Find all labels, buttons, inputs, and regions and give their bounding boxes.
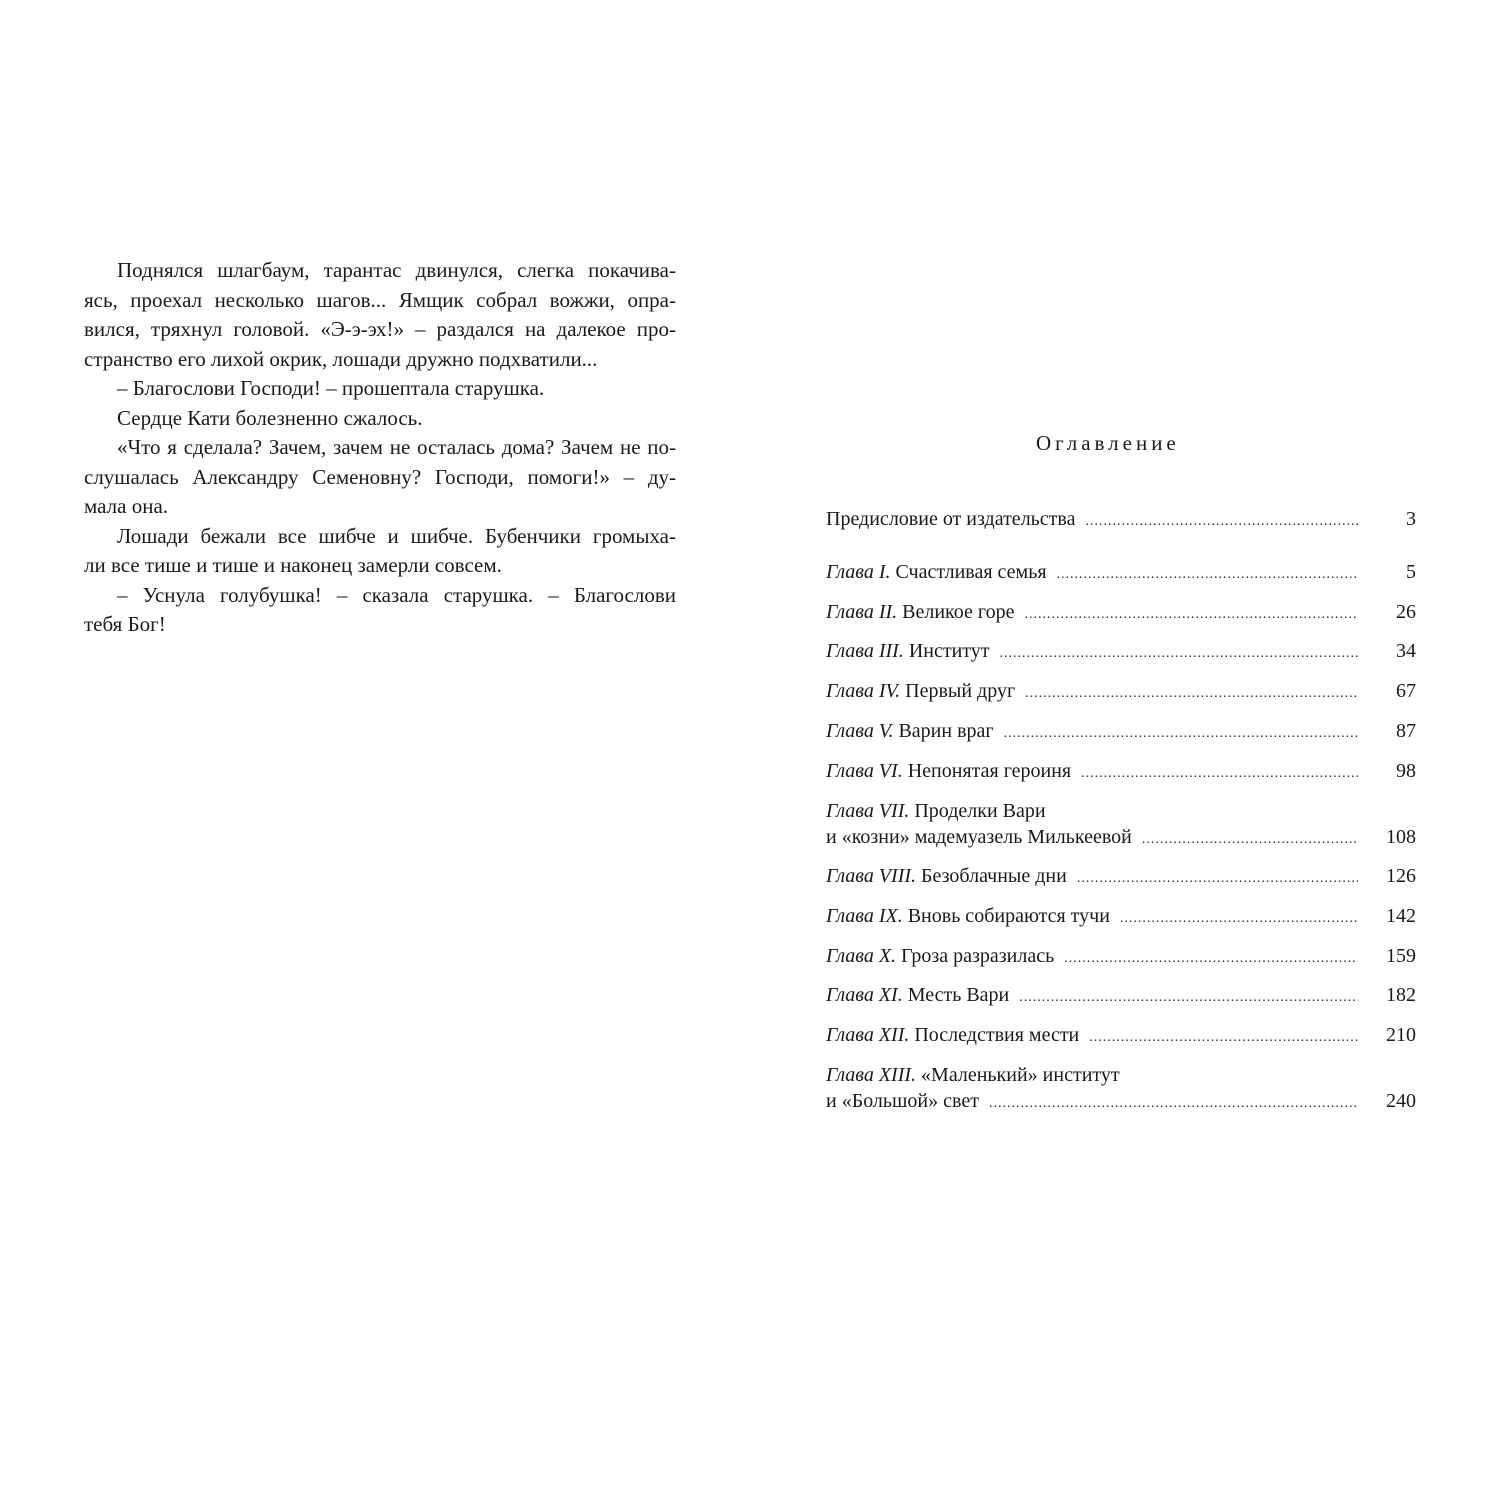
chapter-title: Гроза разразилась — [901, 945, 1055, 967]
leader-dots — [989, 1091, 1358, 1117]
toc-entry[interactable] — [826, 718, 1416, 747]
toc-entry[interactable] — [826, 943, 1416, 972]
chapter-prefix: Глава IV. — [826, 680, 901, 702]
page-number: 142 — [1386, 905, 1416, 927]
chapter-prefix: Глава II. — [826, 601, 898, 623]
leader-dots — [1085, 509, 1358, 535]
leader-dots — [1024, 602, 1358, 628]
leader-dots — [1000, 641, 1359, 667]
text-line: Лошади бежали все шибче и шибче. Бубенчики громыха- — [117, 523, 676, 548]
chapter-title: Вновь собираются тучи — [907, 905, 1110, 927]
chapter-title: Проделки Вари — [914, 800, 1046, 822]
text-line: – Благослови Господи! – прошептала старушка. — [117, 376, 545, 400]
leader-dots — [1142, 827, 1358, 853]
page-number: 108 — [1386, 826, 1416, 848]
leader-dots — [1019, 985, 1358, 1011]
toc-entry[interactable] — [826, 678, 1416, 707]
toc-entry[interactable] — [826, 599, 1416, 628]
toc-entry[interactable] — [826, 506, 1416, 535]
chapter-title: Последствия мести — [914, 1024, 1080, 1046]
toc-entry[interactable] — [826, 638, 1416, 667]
toc-title: Оглавление — [1036, 431, 1180, 455]
toc-entry[interactable] — [826, 903, 1416, 932]
page-number: 98 — [1396, 760, 1416, 782]
page-number: 159 — [1386, 945, 1416, 967]
chapter-prefix: Глава VI. — [826, 760, 903, 782]
page-number: 34 — [1396, 640, 1416, 662]
leader-dots — [1081, 761, 1358, 787]
text-line: слушалась Александру Семеновну? Господи, помоги!» – ду- — [84, 464, 676, 489]
text-line: ясь, проехал несколько шагов... Ямщик собрал вожжи, опра- — [84, 287, 676, 312]
page-number: 210 — [1386, 1024, 1416, 1046]
chapter-title: Варин враг — [898, 720, 994, 742]
toc-entry[interactable] — [826, 1062, 1416, 1117]
text-line: Сердце Кати болезненно сжалось. — [117, 405, 423, 430]
toc-entry[interactable] — [826, 863, 1416, 892]
chapter-title: «Маленький» институт — [921, 1064, 1120, 1086]
chapter-title-continued: и «Большой» свет — [826, 1090, 979, 1112]
page-number: 126 — [1386, 865, 1416, 887]
text-line: мала она. — [84, 494, 169, 518]
chapter-prefix: Глава III. — [826, 640, 904, 662]
chapter-title: Месть Вари — [907, 984, 1010, 1006]
leader-dots — [1089, 1025, 1358, 1051]
chapter-prefix: Глава I. — [826, 561, 891, 583]
toc-entry[interactable] — [826, 1022, 1416, 1051]
page-number: 182 — [1386, 984, 1416, 1006]
leader-dots — [1120, 906, 1358, 932]
chapter-prefix: Глава X. — [826, 945, 897, 967]
chapter-title: Непонятая героиня — [907, 760, 1072, 782]
chapter-title: Первый друг — [905, 680, 1016, 702]
page-number: 240 — [1386, 1090, 1416, 1112]
leader-dots — [1064, 946, 1358, 972]
chapter-title: Великое горе — [902, 601, 1015, 623]
chapter-prefix: Глава XI. — [826, 984, 903, 1006]
leader-dots — [1077, 866, 1358, 892]
text-line: – Уснула голубушка! – сказала старушка. – Благослови — [117, 582, 676, 607]
page-number: 3 — [1406, 508, 1416, 530]
text-line: странство его лихой окрик, лошади дружно подхватили... — [84, 346, 598, 371]
chapter-prefix: Глава XIII. — [826, 1064, 917, 1086]
chapter-title: Безоблачные дни — [921, 865, 1067, 887]
text-line: ли все тише и тише и наконец замерли совсем. — [84, 553, 502, 577]
chapter-prefix: Глава V. — [826, 720, 894, 742]
toc-entry[interactable] — [826, 982, 1416, 1011]
chapter-prefix: Глава IX. — [826, 905, 903, 927]
page-number: 5 — [1406, 561, 1416, 583]
chapter-title: Институт — [908, 640, 990, 662]
chapter-title-continued: и «козни» мадемуазель Милькеевой — [826, 826, 1132, 848]
toc-entry[interactable] — [826, 758, 1416, 787]
text-line: Поднялся шлагбаум, тарантас двинулся, слегка покачива- — [117, 258, 676, 282]
text-line: вился, тряхнул головой. «Э-э-эх!» – раздался на далекое про- — [84, 317, 676, 341]
leader-dots — [1025, 681, 1358, 707]
page-number: 67 — [1396, 680, 1416, 702]
chapter-prefix: Глава XII. — [826, 1024, 910, 1046]
chapter-title: Счастливая семья — [895, 561, 1047, 583]
toc-entry[interactable] — [826, 798, 1416, 853]
chapter-prefix: Глава VIII. — [826, 865, 917, 887]
page-number: 26 — [1396, 601, 1416, 623]
chapter-prefix: Глава VII. — [826, 800, 910, 822]
text-line: «Что я сделала? Зачем, зачем не осталась дома? Зачем не по- — [117, 435, 676, 459]
left-page-text — [84, 256, 676, 640]
chapter-title: Предисловие от издательства — [826, 508, 1076, 530]
toc-entry[interactable] — [826, 559, 1416, 588]
text-line: тебя Бог! — [84, 612, 166, 636]
leader-dots — [1057, 562, 1358, 588]
page-number: 87 — [1396, 720, 1416, 742]
leader-dots — [1004, 721, 1358, 747]
